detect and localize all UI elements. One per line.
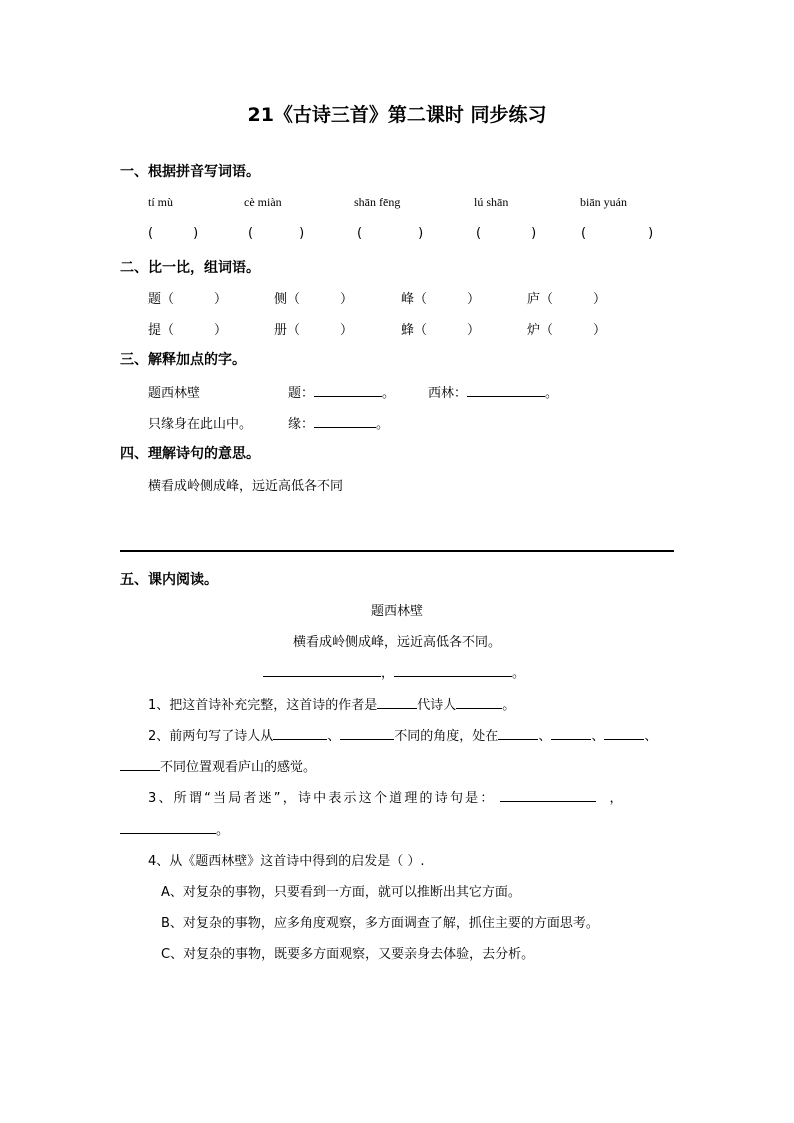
pinyin-4: lú shān [474,195,509,209]
question-4: 4、从《题西林壁》这首诗中得到的启发是（ ）. [148,854,425,869]
poem-line-2-blank: ， 。 [263,662,525,681]
question-1: 1、把这首诗补充完整，这首诗的作者是 代诗人 。 [148,694,515,713]
question-2-cont: 不同位置观看庐山的感觉。 [120,756,316,775]
explain-ti: 题： 。 [288,382,395,401]
poem-line-1: 横看成岭侧成峰，远近高低各不同。 [292,635,501,650]
blank[interactable] [340,726,394,740]
answer-box-1[interactable]: ( ) [148,226,199,241]
section-3-heading: 三、解释加点的字。 [120,352,246,368]
page-title: 21《古诗三首》第二课时 同步练习 [247,104,547,126]
blank[interactable] [551,726,591,740]
compare-char: 炉（ ） [527,323,607,338]
option-b[interactable]: B、对复杂的事物，应多角度观察，多方面调查了解，抓住主要的方面思考。 [161,916,599,931]
compare-char: 提（ ） [148,323,228,338]
blank[interactable] [314,383,382,397]
pinyin-3: shān fēng [354,195,401,209]
poem-title-ref: 题西林壁 [148,386,201,401]
section-1-heading: 一、根据拼音写词语。 [120,164,260,180]
answer-box-3[interactable]: ( ) [357,226,424,241]
blank[interactable] [394,663,512,677]
pinyin-1: tí mù [148,195,174,209]
compare-char: 蜂（ ） [401,323,481,338]
poem-line: 横看成岭侧成峰，远近高低各不同 [148,479,344,494]
compare-char: 峰（ ） [401,292,481,307]
question-2: 2、前两句写了诗人从 、 不同的角度，处在 、 、 、 [148,725,657,744]
compare-char: 题（ ） [148,292,228,307]
blank[interactable] [604,726,644,740]
compare-char: 册（ ） [274,323,354,338]
blank[interactable] [377,695,417,709]
answer-line[interactable] [120,550,674,552]
blank[interactable] [120,820,216,834]
answer-box-2[interactable]: ( ) [248,226,305,241]
blank[interactable] [263,663,381,677]
explain-xilin: 西林： 。 [428,382,558,401]
blank[interactable] [314,414,376,428]
poem-title: 题西林壁 [370,604,423,619]
compare-char: 侧（ ） [274,292,354,307]
explain-yuan: 缘： 。 [288,413,389,432]
blank[interactable] [273,726,327,740]
option-a[interactable]: A、对复杂的事物，只要看到一方面，就可以推断出其它方面。 [161,885,521,900]
section-4-heading: 四、理解诗句的意思。 [120,446,260,462]
section-2-heading: 二、比一比，组词语。 [120,260,260,276]
option-c[interactable]: C、对复杂的事物，既要多方面观察，又要亲身去体验，去分析。 [161,947,535,962]
pinyin-2: cè miàn [244,195,282,209]
blank[interactable] [456,695,502,709]
question-3-cont: 。 [120,819,229,838]
pinyin-5: biān yuán [580,195,627,209]
blank[interactable] [120,757,160,771]
answer-box-5[interactable]: ( ) [581,226,654,241]
answer-box-4[interactable]: ( ) [476,226,537,241]
poem-line-ref: 只缘身在此山中。 [148,417,253,432]
blank[interactable] [498,726,538,740]
blank[interactable] [500,788,596,802]
blank[interactable] [467,383,545,397]
compare-char: 庐（ ） [527,292,607,307]
section-5-heading: 五、课内阅读。 [120,572,218,588]
question-3: 3、所谓“当局者迷”，诗中表示这个道理的诗句是： ， [148,787,625,806]
